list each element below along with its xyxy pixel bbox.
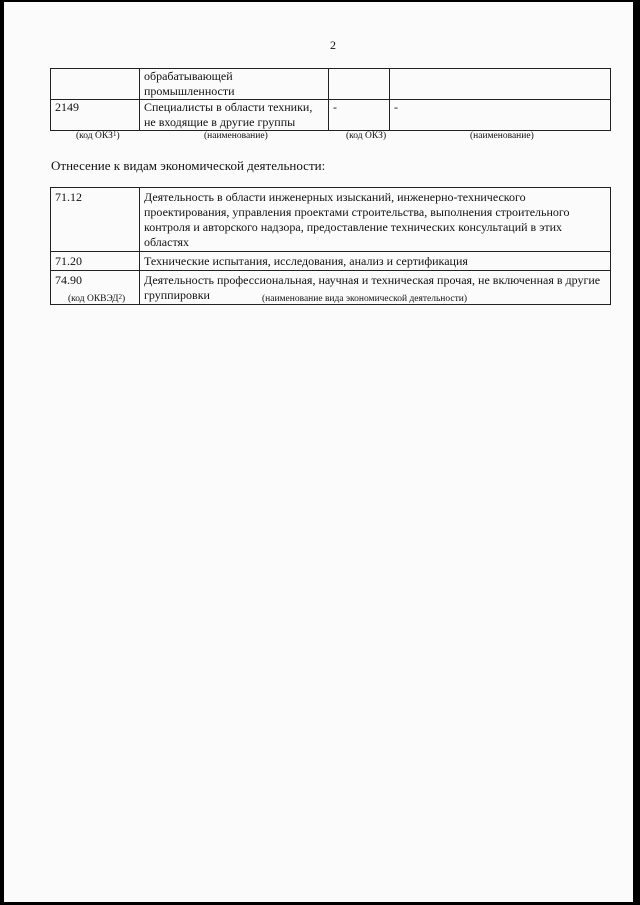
okved-name-cell: Деятельность профессиональная, научная и техническая прочая, не включенная в другие группировки — [140, 271, 611, 305]
footnote-mark: 2 — [118, 293, 122, 301]
caption-text: ) — [116, 131, 120, 141]
okz-code2-cell: - — [329, 100, 390, 131]
caption-text: (код ОКВЭД — [68, 294, 119, 304]
okz-name-cell: обрабатывающей промышленности — [140, 69, 329, 100]
okz-name-caption: (наименование) — [204, 131, 268, 141]
okved-name-cell: Деятельность в области инженерных изысканий, инженерно-технического проектирования, управления проектами строительства, выполнения строительного контроля и авторского надзора, предоставление технических консультаций в этих областях — [140, 188, 611, 252]
okved-code-cell: 74.90 — [51, 271, 140, 305]
okz-name2-cell — [390, 69, 611, 100]
okved-table — [50, 187, 611, 305]
okved-code-cell: 71.20 — [51, 252, 140, 271]
okz-code2-cell — [329, 69, 390, 100]
okz-name2-caption: (наименование) — [470, 131, 534, 141]
okved-code-cell: 71.12 — [51, 188, 140, 252]
page-number: 2 — [330, 38, 336, 52]
table-row — [51, 252, 611, 271]
table-row — [51, 188, 611, 252]
okz-code2-caption: (код ОКЗ) — [346, 131, 387, 141]
okz-code-cell: 2149 — [51, 100, 140, 131]
okz-name-cell: Специалисты в области техники, не входящие в другие группы — [140, 100, 329, 131]
document-page — [4, 2, 633, 902]
okz-code-cell — [51, 69, 140, 100]
okved-name-cell: Технические испытания, исследования, анализ и сертификация — [140, 252, 611, 271]
footnote-mark: 1 — [112, 130, 117, 138]
table-row — [51, 69, 611, 100]
okved-name-caption: (наименование вида экономической деятельности) — [262, 294, 467, 304]
section-title: Отнесение к видам экономической деятельности: — [51, 158, 326, 173]
okved-code-caption — [68, 294, 125, 304]
caption-text: ) — [121, 294, 126, 304]
table-row — [51, 100, 611, 131]
okz-name2-cell: - — [390, 100, 611, 131]
okz-table — [50, 68, 611, 131]
okz-code-caption — [76, 131, 120, 141]
caption-text: (код ОКЗ — [76, 131, 113, 141]
